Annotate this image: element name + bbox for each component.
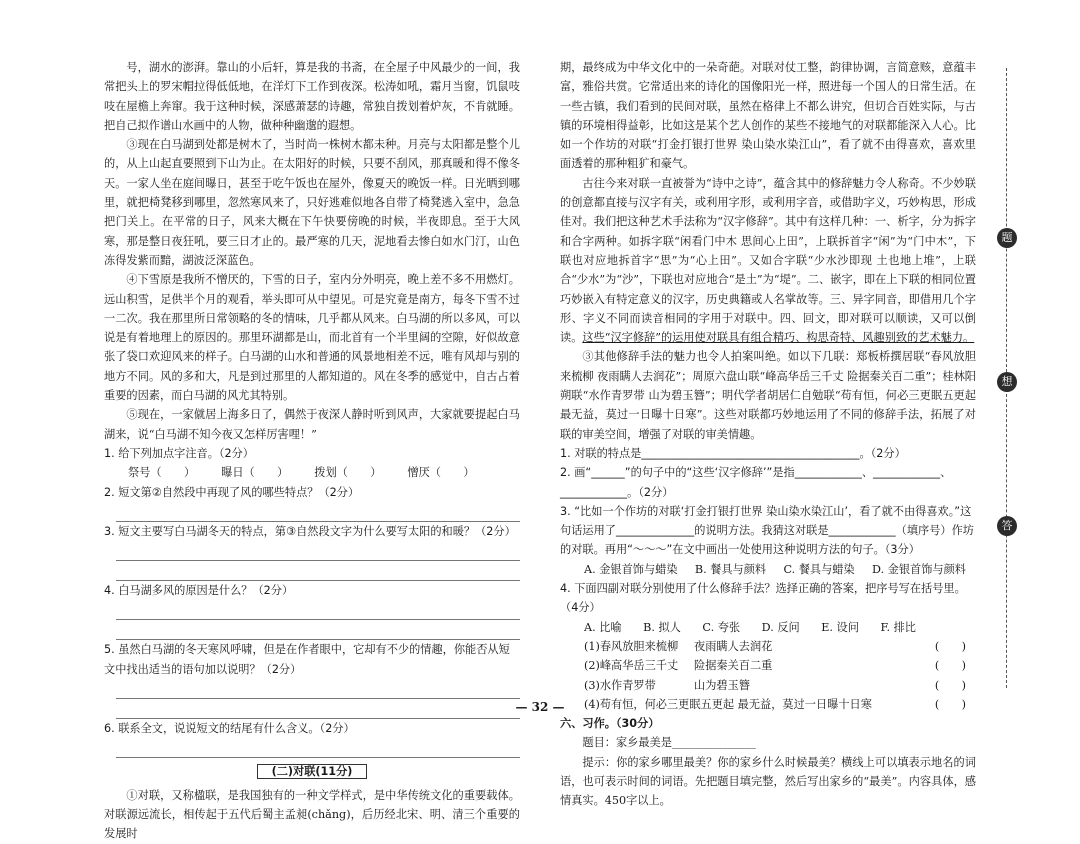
couplet-full: (4)苟有恒，何必三更眠五更起 最无益，莫过一日曝十日寒 xyxy=(584,697,872,711)
couplet-row xyxy=(560,637,976,656)
question-2: 2. 短文第②自然段中再现了风的哪些特点？（2分） xyxy=(104,485,360,499)
pinyin-item[interactable]: 曝日（ ） xyxy=(221,466,289,480)
couplet-row xyxy=(560,676,976,695)
side-badge-icon: 题 xyxy=(997,228,1017,248)
section-heading xyxy=(104,762,520,781)
question-3: 3. “比如一个作坊的对联‘打金打银打世界 染山染水染江山’，看了就不由得喜欢。”这句话运用了______________的说明方法。我猜这对联是____________（填序号）作坊的对联。再用“～～～”在文中画出一处使用这种说明方法的句子。（3分） xyxy=(560,504,974,557)
passage-paragraph: ⑤现在，一家僦居上海多日了，偶然于夜深人静时听到风声，大家就要提起白马湖来，说“白马湖不知今夜又怎样厉害哩！” xyxy=(104,408,520,441)
couplet-row xyxy=(560,656,976,675)
section-title: (二)对联(11分) xyxy=(257,764,368,779)
question-1: 1. 对联的特点是_______________________________________。（2分） xyxy=(560,446,906,460)
answer-line[interactable] xyxy=(116,738,520,758)
underlined-sentence: 这些“汉字修辞”的运用使对联具有组合精巧、构思奇特、风趣别致的艺术魅力。 xyxy=(582,331,975,345)
passage-text: 古往今来对联一直被誉为“诗中之诗”，蕴含其中的修辞魅力令人称奇。不少妙联的创意都直接与汉字有关，或利用字形，或利用字音，或借助字义，巧妙构思，形成佳对。我们把这种艺术手法称为“汉字修辞”。其中有这样几种：一、析字，分为拆字和合字两种。如拆字联“闲看门中木 思间心上田”，上联拆首字“闲”为“门中木”，下联也对应地拆首字“思”为“心上田”。又如合字联“少水沙即现 土也地上堆”，上联合“少水”为“沙”，下联也对应地合“是土”为“堤”。二、嵌字，即在上下联的相同位置巧妙嵌入有特定意义的汉字，历史典籍或人名掌故等。三、异字同音，即借用几个字形、字义不同而读音相同的字用于对联中。四、回文，即对联可以顺读，又可以倒读。 xyxy=(560,176,976,345)
question-4: 4. 下面四副对联分别使用了什么修辞手法？选择正确的答案，把序号写在括号里。（4分） xyxy=(560,582,966,615)
right-column xyxy=(560,58,976,811)
question-2: 2. 画“______”的句子中的“这些‘汉字修辞’”是指____________、____________、____________。（2分） xyxy=(560,466,952,499)
passage-paragraph: 期，最终成为中华文化中的一朵奇葩。对联对仗工整，韵律协调，言简意赅，意蕴丰富，雅俗共赏。它常适出来的诗化的国像阳光一样，照进每一个国人的日常生活。在一些古镇，我们看到的民间对联，虽然在格律上不都么讲究，但切合百姓实际，与古镇的环境相得益彰，比如这是某个艺人创作的某些不接地气的对联都能深入人心。比如一个作坊的对联“打金打银打世界 染山染水染江山”，看了就不由得喜欢，喜欢里面透着的那种粗犷和豪气。 xyxy=(560,61,976,171)
answer-line[interactable] xyxy=(116,541,520,561)
side-badge-icon: 想 xyxy=(997,372,1017,392)
answer-bracket[interactable]: ( ) xyxy=(934,697,966,711)
answer-line[interactable] xyxy=(116,600,520,620)
option[interactable]: F. 排比 xyxy=(880,620,916,634)
pinyin-blanks xyxy=(104,463,520,482)
option[interactable]: D. 金银首饰与颜料 xyxy=(872,562,966,576)
question-1: 1. 给下列加点字注音。（2分） xyxy=(104,446,254,460)
answer-bracket[interactable]: ( ) xyxy=(934,659,966,673)
answer-line[interactable] xyxy=(116,679,520,699)
side-badge-icon: 答 xyxy=(997,516,1017,536)
question-4: 4. 白马湖多风的原因是什么？（2分） xyxy=(104,584,294,598)
passage-paragraph: ④下雪原是我所不憎厌的，下雪的日子，室内分外明亮，晚上差不多不用燃灯。远山积雪，足供半个月的观看，举头即可从中望见。可是究竟是南方，每冬下雪不过一二次。我在那里所日常领略的冬的情味，几乎都从风来。白马湖的所以多风，可以说是有着地理上的原因的。那里环湖都是山，而北首有一个半里阔的空隙，好似故意张了袋口欢迎风来的样子。白马湖的山水和普通的风景地相差不远，唯有风却与别的地方不同。风的多和大，凡是到过那里的人都知道的。风在冬季的感觉中，自古占着重要的因素，而白马湖的风尤其特别。 xyxy=(104,273,520,403)
couplet-lower: 险据秦关百二重 xyxy=(694,659,773,673)
option[interactable]: D. 反问 xyxy=(761,620,800,634)
pinyin-item[interactable]: 憎厌（ ） xyxy=(407,466,475,480)
option[interactable]: E. 设问 xyxy=(821,620,859,634)
answer-bracket[interactable]: ( ) xyxy=(934,678,966,692)
passage-paragraph: 号，湖水的澎湃。靠山的小后轩，算是我的书斋，在全屋子中风最少的一间，我常把头上的罗宋帽拉得低低地，在洋灯下工作到夜深。松涛如吼，霜月当窗，饥鼠吱吱在屋檐上奔窜。我于这种时候，深感萧瑟的诗趣，常独自拨划着炉灰，不肯就睡。把自己拟作谱山水画中的人物，做种种幽邈的遐想。 xyxy=(104,61,520,132)
passage-paragraph: ③现在白马湖到处都是树木了，当时尚一株树木都未种。月亮与太阳都是整个儿的，从上山起直要照到下山为止。在太阳好的时候，只要不刮风，那真暖和得不像冬天。一家人坐在庭间曝日，甚至于吃午饭也在屋外，像夏天的晚饭一样。日光晒到哪里，就把椅凳移到哪里，忽然寒风来了，只好逃难似地各自带了椅凳逃入室中，急急把门关上。在平常的日子，风来大概在下午快要傍晚的时候，半夜即息。至于大风寒，那是整日夜狂吼，要三日才止的。最严寒的几天，泥地看去惨白如水门汀，山色冻得发紫而黯，湖波泛深蓝色。 xyxy=(104,138,520,267)
option[interactable]: A. 金银首饰与蜡染 xyxy=(584,562,678,576)
section-6-heading: 六、习作。（30分） xyxy=(560,717,660,731)
passage-paragraph: ③其他修辞手法的魅力也令人拍案叫绝。如以下几联：郑板桥撰居联“春风放胆来梳柳 夜雨瞒人去润花”；周原六盘山联“峰高华岳三千丈 险据秦关百二重”；桂林阳朔联“水作青罗带 山为碧玉簪”；明代学者胡居仁自勉联“苟有恒，何必三更眠五更起 最无益，莫过一日曝十日寒”。这些对联都巧妙地运用了不同的修辞手法，拓展了对联的审美空间，增强了对联的审美情趣。 xyxy=(560,350,976,441)
option[interactable]: A. 比喻 xyxy=(584,620,622,634)
option[interactable]: B. 餐具与颜料 xyxy=(694,562,767,576)
couplet-upper: (1)春风放胆来梳柳 xyxy=(584,639,679,653)
page-number: — 32 — xyxy=(515,700,565,714)
option[interactable]: B. 拟人 xyxy=(643,620,681,634)
question-3: 3. 短文主要写白马湖冬天的特点，第③自然段文字为什么要写太阳的和暖？（2分） xyxy=(104,524,516,538)
answer-line[interactable] xyxy=(116,502,520,522)
answer-bracket[interactable]: ( ) xyxy=(934,639,966,653)
question-6: 6. 联系全文，说说短文的结尾有什么含义。（2分） xyxy=(104,722,355,736)
couplet-lower: 夜雨瞒人去润花 xyxy=(694,639,773,653)
left-column xyxy=(104,58,520,844)
pinyin-item[interactable]: 拨划（ ） xyxy=(314,466,382,480)
question-5: 5. 虽然白马湖的冬天寒风呼啸，但是在作者眼中，它却有不少的情趣，你能否从短文中找出适当的语句加以说明？（2分） xyxy=(104,643,510,676)
q3-options xyxy=(560,560,976,579)
essay-tip: 提示：你的家乡哪里最美？你的家乡什么时候最美？横线上可以填表示地名的词语，也可表示时间的词语。先把题目填完整，然后写出家乡的“最美”。内容具体，感情真实。450字以上。 xyxy=(560,755,976,808)
couplet-upper: (2)峰高华岳三千丈 xyxy=(584,659,679,673)
q4-options xyxy=(560,618,976,637)
pinyin-item[interactable]: 祭号（ ） xyxy=(128,466,196,480)
answer-line[interactable] xyxy=(116,561,520,581)
essay-title-line[interactable]: 题目：家乡最美是_______________ xyxy=(582,736,756,750)
passage-paragraph xyxy=(560,174,976,348)
answer-line[interactable] xyxy=(116,620,520,640)
couplet-upper: (3)水作青罗带 xyxy=(584,678,656,692)
option[interactable]: C. 夸张 xyxy=(702,620,741,634)
passage-paragraph: ①对联，又称楹联，是我国独有的一种文学样式，是中华传统文化的重要载体。对联源远流长，相传起于五代后蜀主孟昶(chǎng)，后历经北宋、明、清三个重要的发展时 xyxy=(104,788,520,841)
option[interactable]: C. 餐具与蜡染 xyxy=(783,562,855,576)
couplet-lower: 山为碧玉簪 xyxy=(694,678,750,692)
